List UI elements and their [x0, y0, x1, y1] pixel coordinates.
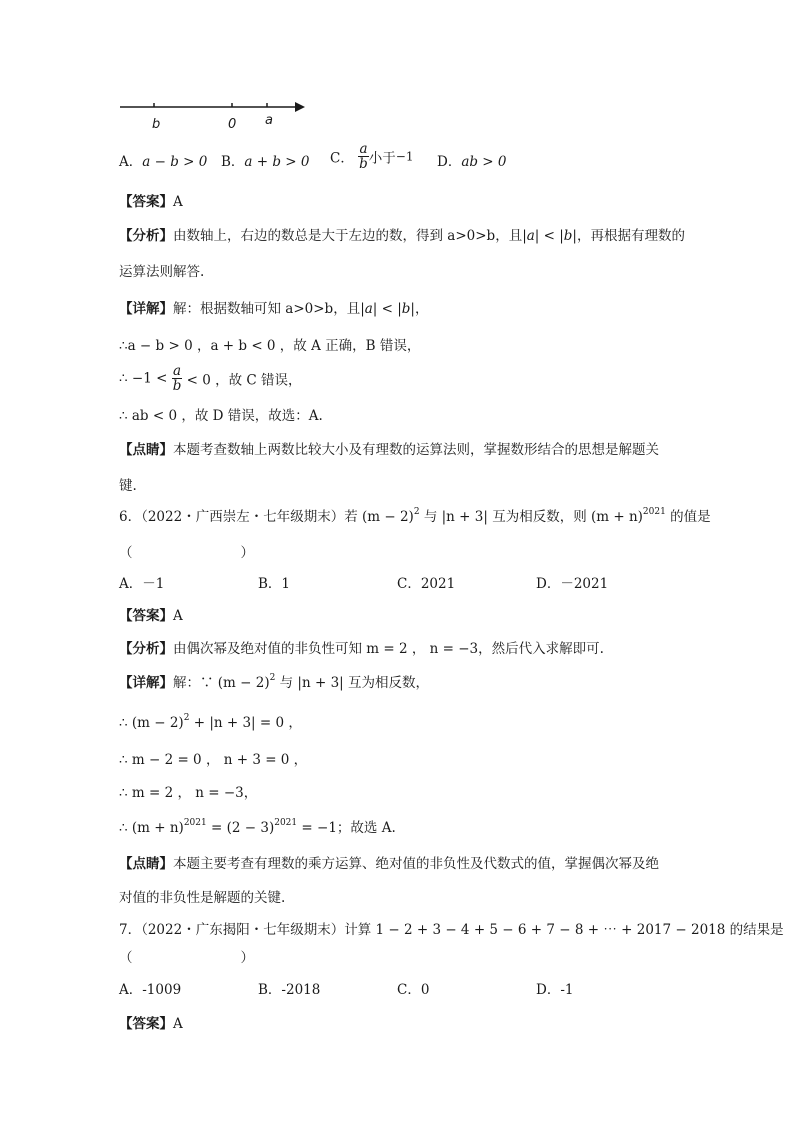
q7-option-d: D．-1: [536, 982, 574, 998]
q7-stem: 7．（2022・广东揭阳・七年级期末）计算 1 − 2 + 3 − 4 + 5 − 6 + 7 − 8 + ⋯ + 2017 − 2018 的结果是: [119, 922, 784, 938]
q6-blank: （ ）: [119, 545, 254, 561]
q5-analysis-line1: 【分析】由数轴上，右边的数总是大于左边的数，得到 a>0>b，且|a| < |b|，再根据有理数的: [119, 228, 685, 244]
q6-detail-line2: ∴ $(m - 2)^2 + |n + 3| = 0$ ，: [119, 712, 302, 731]
q5-comment-line2: 键.: [119, 478, 137, 494]
q5-answer: 【答案】A: [119, 194, 183, 210]
q6-comment-line2: 对值的非负性是解题的关键.: [119, 890, 286, 906]
q7-answer: 【答案】A: [119, 1016, 183, 1032]
q5-option-b: B．a + b > 0: [221, 154, 310, 170]
q5-comment-line1: 【点睛】本题考查数轴上两数比较大小及有理数的运算法则，掌握数形结合的思想是解题关: [119, 442, 659, 458]
q5-option-c: C． $\frac{a}{b}$ 小于−1: [330, 141, 414, 172]
q6-detail-line1: 【详解】解：∵ $(m - 2)^2$ 与 |n + 3| 互为相反数，: [119, 672, 429, 691]
q6-analysis: 【分析】由偶次幂及绝对值的非负性可知 m = 2 ， n = −3，然后代入求解即可.: [119, 641, 604, 657]
q6-option-d: D．－2021: [536, 576, 609, 592]
number-line-figure: [115, 96, 315, 136]
q5-analysis-line2: 运算法则解答.: [119, 264, 205, 280]
q6-option-c: C．2021: [397, 576, 456, 592]
q5-detail-line4: ∴ ab < 0 ，故 D 错误，故选：A.: [119, 408, 323, 424]
q5-option-a: A．a − b > 0: [119, 154, 208, 170]
number-line-label-b: b: [152, 117, 161, 132]
fraction-a-over-b-2: $\frac{a}{b}$: [172, 363, 182, 394]
q6-detail-line5: ∴ $(m + n)^{2021} = (2 - 3)^{2021} = -1$；故选 A.: [119, 817, 396, 836]
q5-detail-line1: 【详解】解：根据数轴可知 a>0>b，且|a| < |b|，: [119, 301, 429, 317]
q6-comment-line1: 【点睛】本题主要考查有理数的乘方运算、绝对值的非负性及代数式的值，掌握偶次幂及绝: [119, 856, 659, 872]
q5-detail-line3: ∴ −1 < $\frac{a}{b}$ < 0 ，故 C 错误，: [119, 363, 302, 394]
number-line-label-0: 0: [228, 117, 237, 132]
q6-stem: 6．（2022・广西崇左・七年级期末）若 $(m - 2)^2$ 与 |n + 3| 互为相反数，则 $(m + n)^{2021}$ 的值是: [119, 506, 711, 525]
q5-detail-line2: ∴a − b > 0 ，a + b < 0 ，故 A 正确，B 错误，: [119, 338, 421, 354]
fraction-a-over-b: $\frac{a}{b}$: [359, 141, 368, 172]
q7-option-b: B．-2018: [258, 982, 321, 998]
q6-detail-line3: ∴ m − 2 = 0 ， n + 3 = 0 ，: [119, 752, 308, 768]
q5-option-d: D．ab > 0: [437, 154, 507, 170]
q7-option-a: A．-1009: [119, 982, 182, 998]
q6-answer: 【答案】A: [119, 608, 183, 624]
q7-option-c: C．0: [397, 982, 430, 998]
q7-blank: （ ）: [119, 950, 254, 966]
number-line-label-a: a: [265, 113, 273, 128]
q6-option-b: B．1: [258, 576, 291, 592]
q6-option-a: A．－1: [119, 576, 165, 592]
q6-detail-line4: ∴ m = 2 ， n = −3，: [119, 785, 258, 801]
